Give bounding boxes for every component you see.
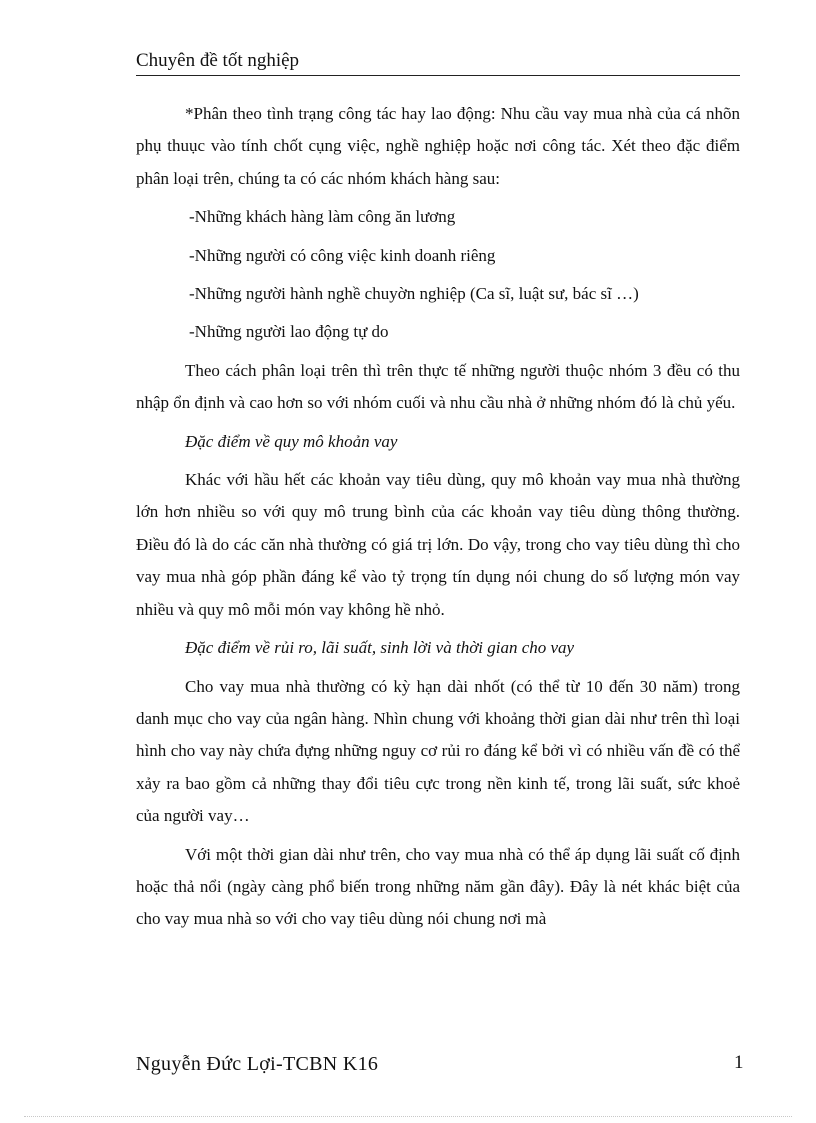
page-bottom-divider	[24, 1116, 792, 1117]
paragraph-classification: *Phân theo tình trạng công tác hay lao động: Nhu cầu vay mua nhà của cá nhõn phụ thuục vào tính chốt cụng việc, nghề nghiệp hoặc nơi công tác. Xét theo đặc điểm phân loại trên, chúng ta có các nhóm khách hàng sau:	[136, 104, 740, 188]
paragraph-loan-size: Khác với hầu hết các khoản vay tiêu dùng, quy mô khoản vay mua nhà thường lớn hơn nhiều so với quy mô trung bình của các khoản vay tiêu dùng thông thường. Điều đó là do các căn nhà thường có giá trị lớn. Do vậy, trong cho vay tiêu dùng thì cho vay mua nhà góp phần đáng kể vào tỷ trọng tín dụng nói chung do số lượng món vay nhiều và quy mô mỗi món vay không hề nhỏ.	[136, 470, 740, 619]
page-number: 1	[734, 1052, 744, 1073]
list-item-salaried: -Những khách hàng làm công ăn lương	[189, 207, 456, 227]
list-item-professionals: -Những người hành nghề chuyờn nghiệp (Ca sĩ, luật sư, bác sĩ …)	[189, 284, 639, 304]
subheading-loan-size: Đặc điểm về quy mô khoản vay	[185, 431, 398, 451]
header-title: Chuyên đề tốt nghiệp	[136, 50, 300, 71]
list-item-freelance: -Những người lao động tự do	[189, 322, 389, 342]
subheading-risk-interest: Đặc điểm về rủi ro, lãi suất, sinh lời và thời gian cho vay	[185, 638, 575, 658]
document-body	[136, 98, 740, 936]
footer-author: Nguyễn Đức Lợi-TCBN K16	[136, 1053, 379, 1075]
paragraph-interest-rate: Với một thời gian dài như trên, cho vay mua nhà có thể áp dụng lãi suất cố định hoặc thả nổi (ngày càng phổ biến trong những năm gần đây). Đây là nét khác biệt của cho vay mua nhà so với cho vay tiêu dùng nói chung nơi mà	[136, 844, 740, 929]
page-header	[136, 49, 740, 76]
paragraph-classification-conclusion: Theo cách phân loại trên thì trên thực tế những người thuộc nhóm 3 đều có thu nhập ổn định và cao hơn so với nhóm cuối và nhu cầu nhà ở những nhóm đó là chủ yếu.	[136, 360, 740, 413]
list-item-business-owners: -Những người có công việc kinh doanh riêng	[189, 245, 496, 265]
paragraph-risk: Cho vay mua nhà thường có kỳ hạn dài nhốt (có thể từ 10 đến 30 năm) trong danh mục cho vay của ngân hàng. Nhìn chung với khoảng thời gian dài như trên thì loại hình cho vay này chứa đựng những nguy cơ rủi ro đáng kể bởi vì có nhiều vấn đề có thể xảy ra bao gồm cả những thay đổi tiêu cực trong nền kinh tế, trong lãi suất, sức khoẻ của người vay…	[136, 676, 740, 826]
